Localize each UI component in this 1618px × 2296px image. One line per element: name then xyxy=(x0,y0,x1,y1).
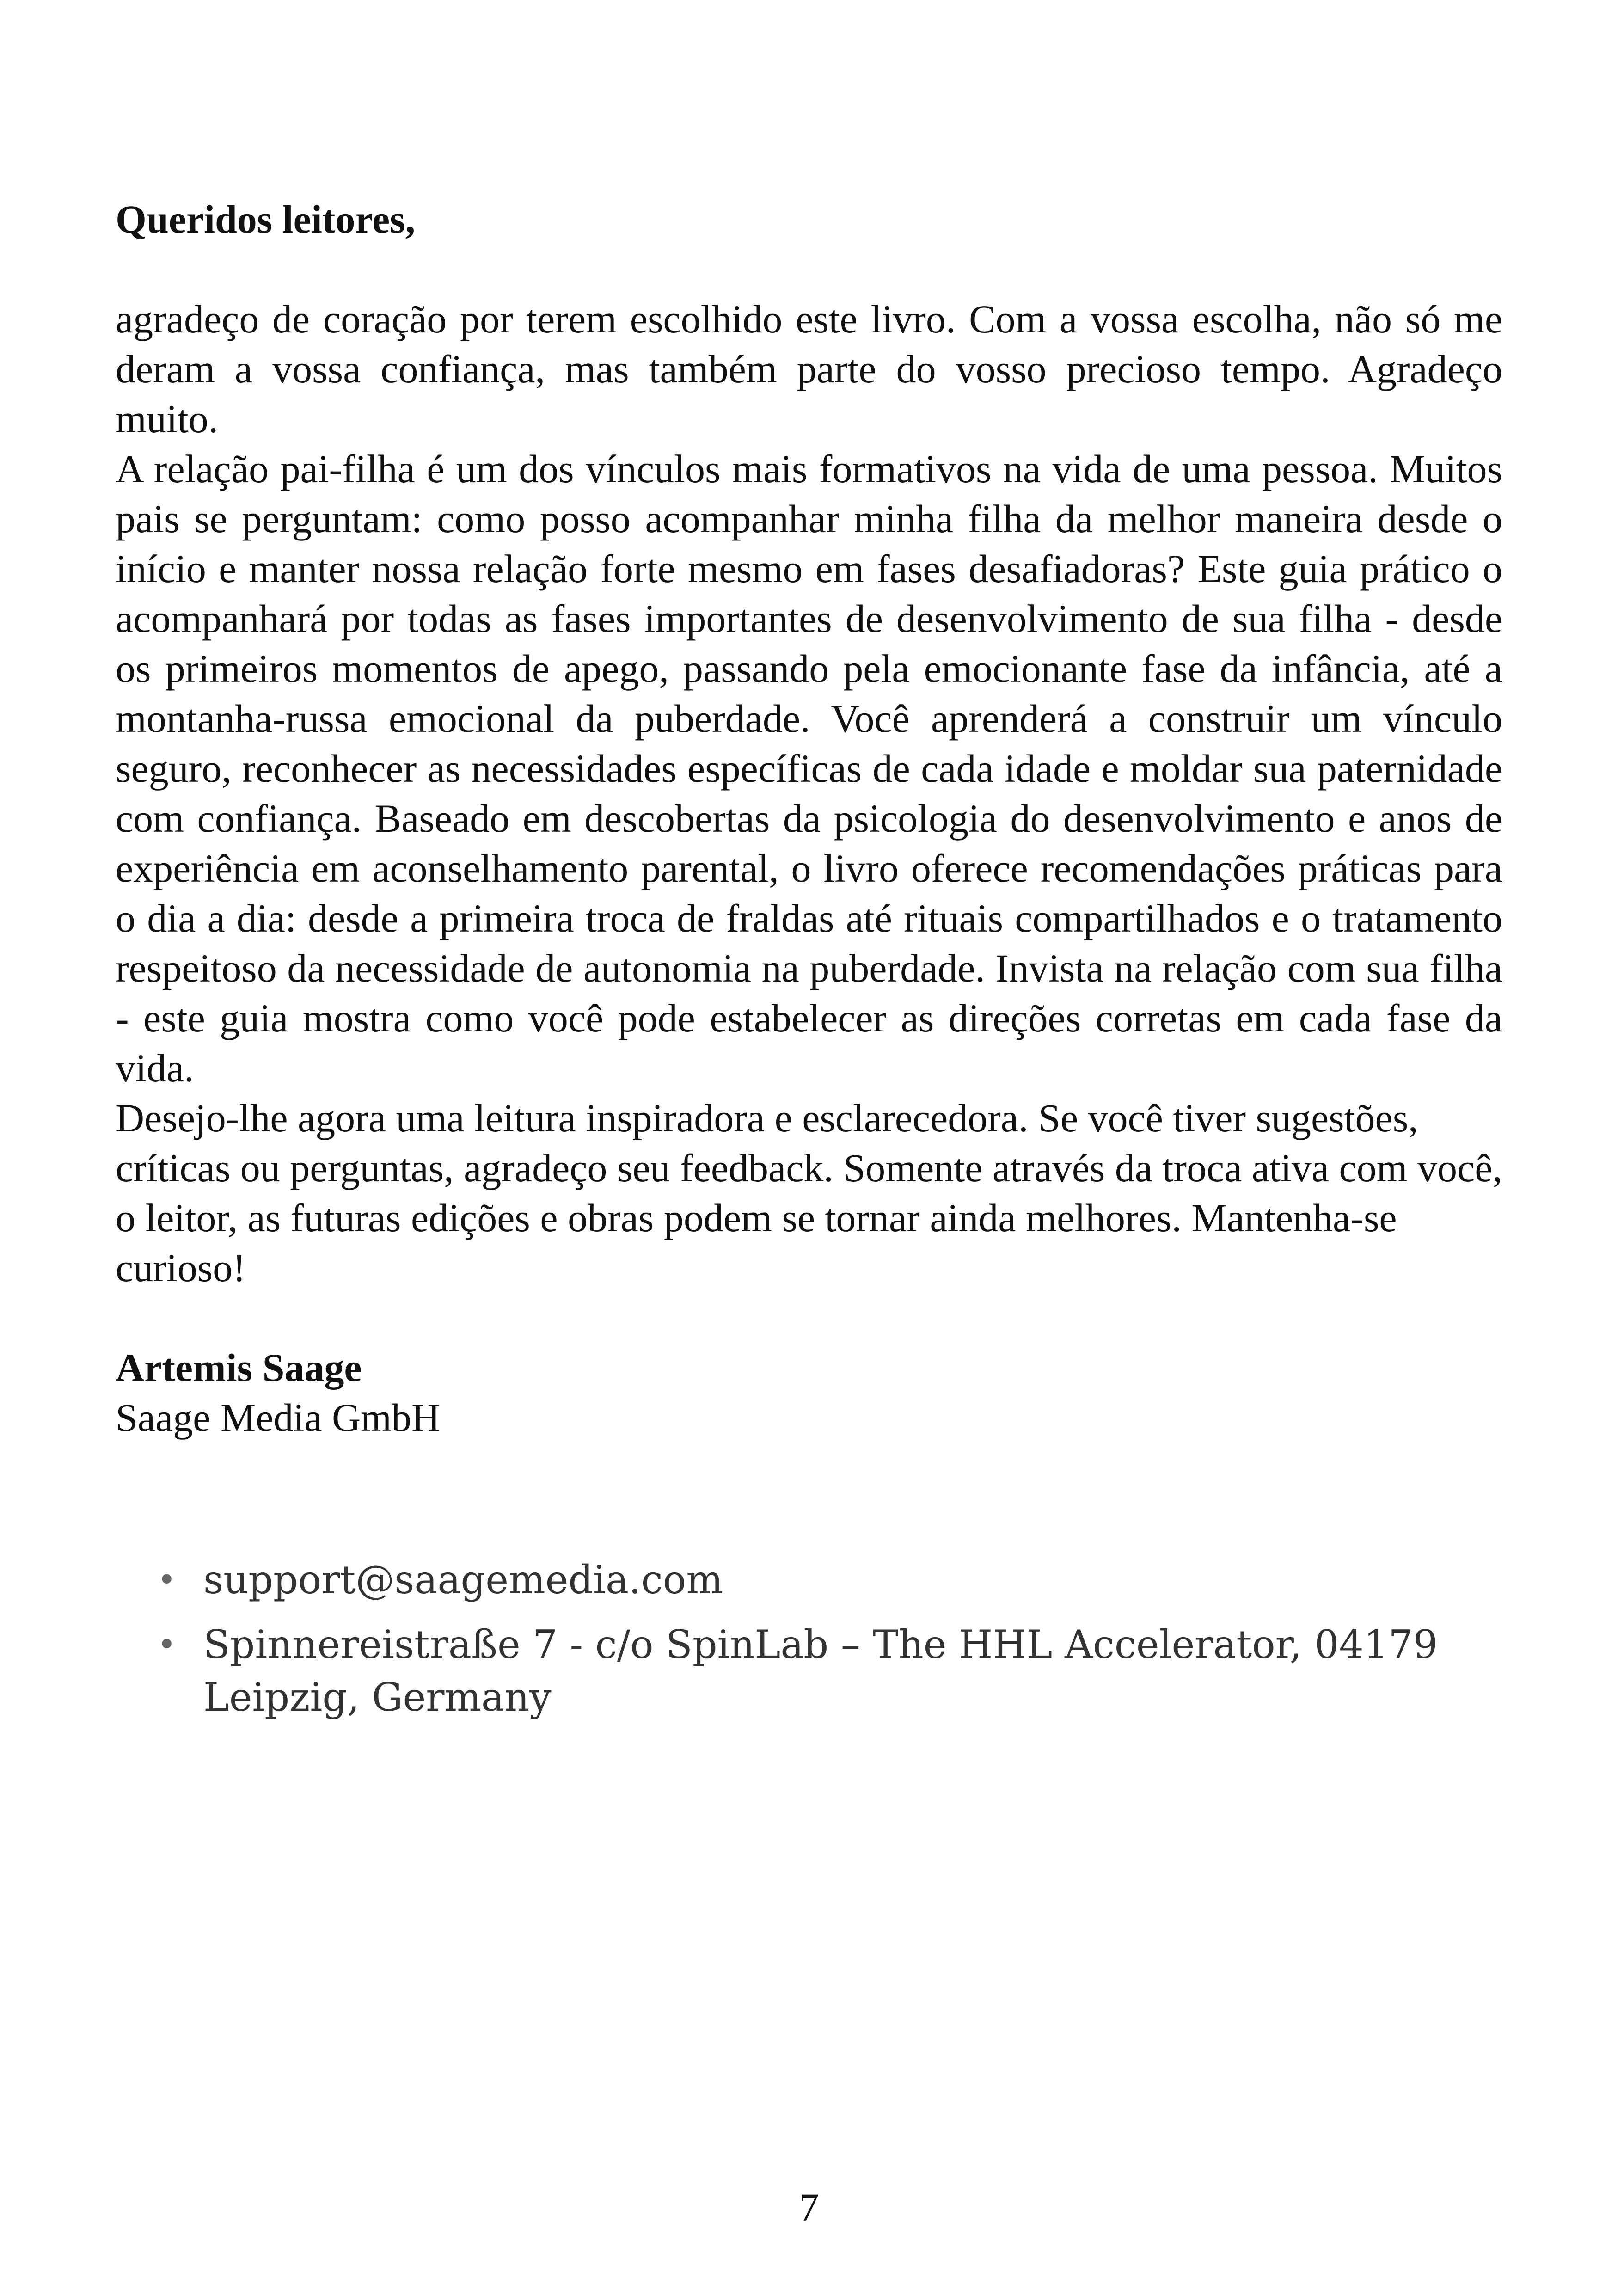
signature-company: Saage Media GmbH xyxy=(116,1395,441,1440)
bullet-icon: • xyxy=(157,1561,177,1599)
contact-address: Spinnereistraße 7 - c/o SpinLab – The HHL Accelerator, 04179 Leipzig, Germany xyxy=(203,1622,1438,1720)
paragraph-closing: Desejo-lhe agora uma leitura inspiradora e esclarecedora. Se você tiver sugestões, críticas ou perguntas, agradeço seu feedback. Somente através da troca ativa com você, o leitor, as futuras edições e obras podem se tornar ainda melhores. Mantenha-se curioso! xyxy=(116,1096,1502,1290)
contact-email[interactable]: support@saagemedia.com xyxy=(203,1557,723,1602)
contact-item-address xyxy=(157,1618,1479,1724)
paragraph-book-description: A relação pai-filha é um dos vínculos mais formativos na vida de uma pessoa. Muitos pais se perguntam: como posso acompanhar minha filha da melhor maneira desde o início e manter nossa relação forte mesmo em fases desafiadoras? Este guia prático o acompanhará por todas as fases importantes de desenvolvimento de sua filha - desde os primeiros momentos de apego, passando pela emocionante fase da infância, até a montanha-russa emocional da puberdade. Você aprenderá a construir um vínculo seguro, reconhecer as necessidades específicas de cada idade e moldar sua paternidade com confiança. Baseado em descobertas da psicologia do desenvolvimento e anos de experiência em aconselhamento parental, o livro oferece recomendações práticas para o dia a dia: desde a primeira troca de fraldas até rituais compartilhados e o tratamento respeitoso da necessidade de autonomia na puberdade. Invista na relação com sua filha - este guia mostra como você pode estabelecer as direções corretas em cada fase da vida. xyxy=(116,447,1502,1090)
page-number: 7 xyxy=(799,2185,819,2229)
bullet-icon: • xyxy=(157,1626,177,1664)
contact-list xyxy=(157,1553,1479,1736)
paragraph-thanks: agradeço de coração por terem escolhido este livro. Com a vossa escolha, não só me deram a vossa confiança, mas também parte do vosso precioso tempo. Agradeço muito. xyxy=(116,297,1502,441)
salutation: Queridos leitores, xyxy=(116,197,416,241)
contact-item-email xyxy=(157,1553,1479,1606)
letter-body xyxy=(116,194,1502,1443)
signature-name: Artemis Saage xyxy=(116,1345,362,1390)
